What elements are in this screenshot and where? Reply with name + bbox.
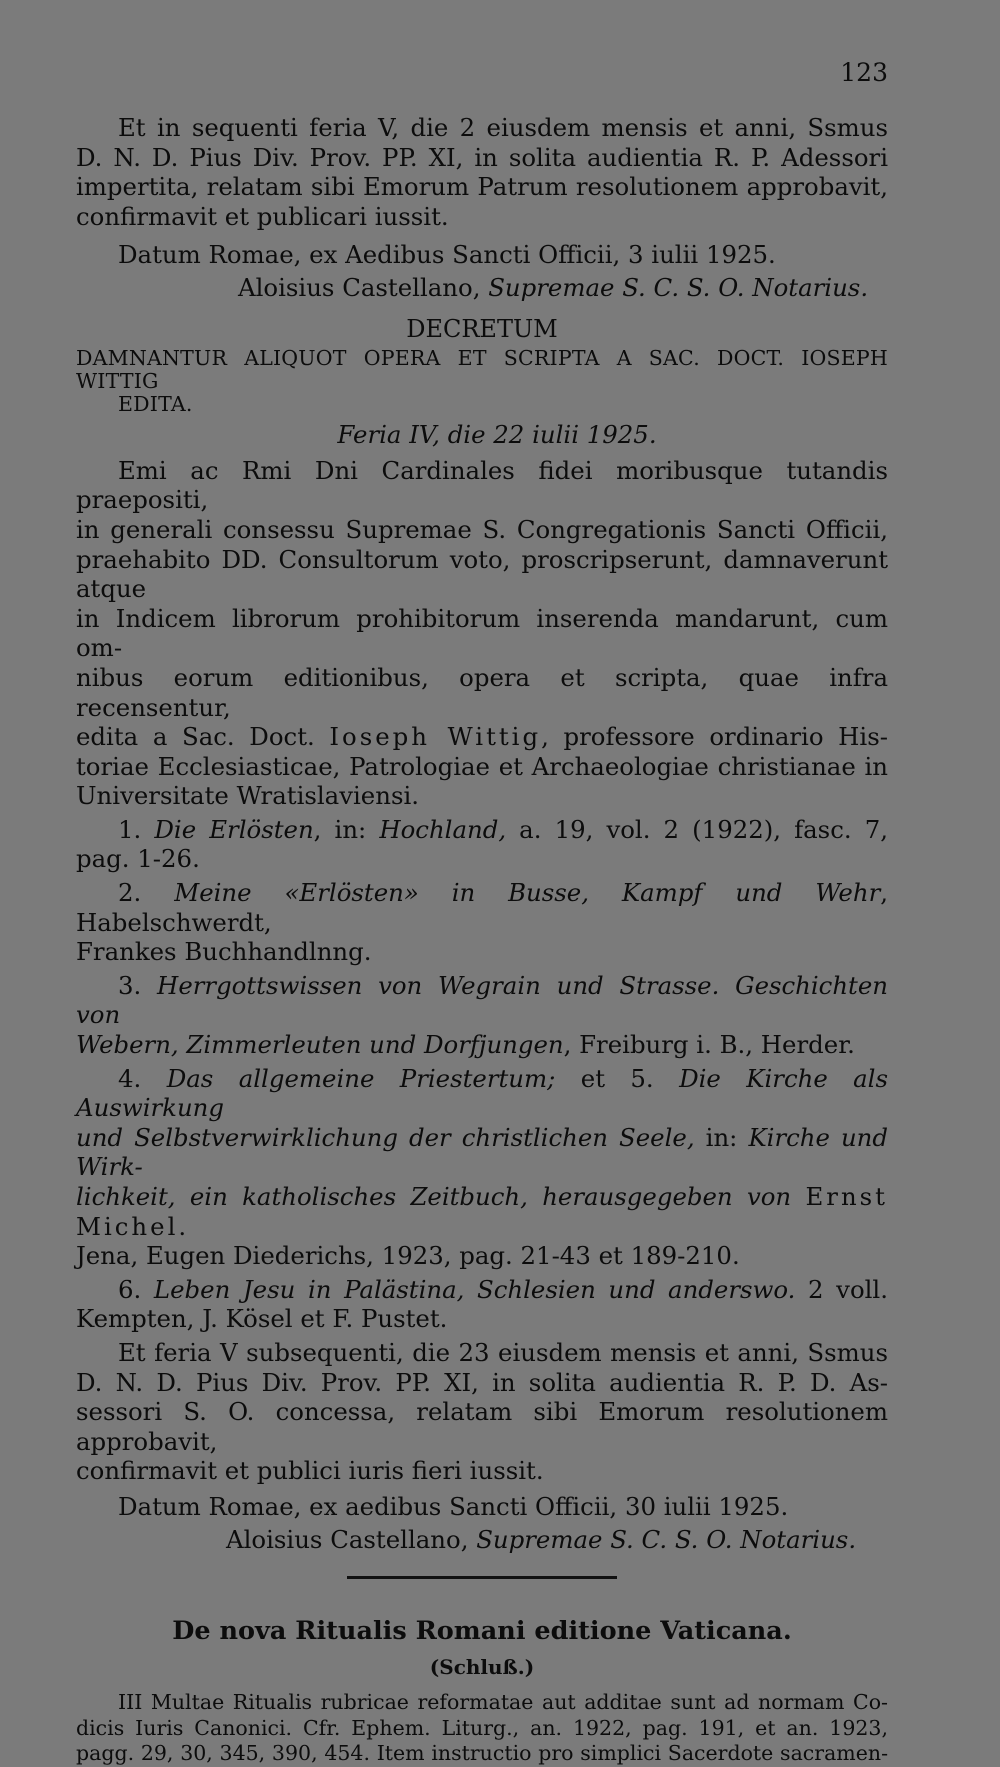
signature-title: Supremae S. C. S. O. Notarius. — [488, 272, 869, 302]
text-line: DAMNANTUR ALIQUOT OPERA ET SCRIPTA A SAC. DOCT. IOSEPH WITTIG — [76, 346, 888, 394]
author-name: Ioseph Wittig — [329, 722, 542, 752]
text-line: 3. Herrgottswissen von Wegrain und Strasse. Geschichten von — [76, 970, 888, 1030]
text-line: praehabito DD. Consultorum voto, proscripserunt, damnaverunt atque — [76, 544, 888, 604]
text-line: III Multae Ritualis rubricae reformatae aut additae sunt ad normam Co- — [118, 1690, 888, 1715]
author-name: Ernst Michel. — [76, 1182, 888, 1241]
text-line: lichkeit, ein katholisches Zeitbuch, herausgegeben von Ernst Michel. — [76, 1182, 888, 1241]
text-line: sessori S. O. concessa, relatam sibi Emorum resolutionem approbavit, — [76, 1397, 888, 1456]
text-line: Frankes Buchhandlnng. — [76, 937, 372, 967]
page-body — [76, 113, 888, 1767]
list-item — [76, 971, 888, 1060]
text-line: in Indicem librorum prohibitorum inserenda mandarunt, cum om- — [76, 603, 888, 663]
text-line: 6. Leben Jesu in Palästina, Schlesien und anderswo. 2 voll. — [118, 1274, 888, 1304]
list-item — [76, 878, 888, 967]
signature — [76, 1525, 888, 1555]
text-line: Emi ac Rmi Dni Cardinales fidei moribusque tutandis praepositi, — [76, 455, 888, 515]
signature-name: Aloisius Castellano, — [226, 1524, 469, 1554]
text-line: impertita, relatam sibi Emorum Patrum resolutionem approbavit, — [76, 172, 888, 202]
text-line: dicis Iuris Canonici. Cfr. Ephem. Liturg., an. 1922, pag. 191, et an. 1923, — [76, 1715, 888, 1740]
text-line: confirmavit et publici iuris fieri iussit. — [76, 1456, 544, 1486]
text-line: nibus eorum editionibus, opera et scripta, quae infra recensentur, — [76, 662, 888, 722]
text-line: pagg. 29, 30, 345, 390, 454. Item instructio pro simplici Sacerdote sacramen- — [76, 1741, 888, 1766]
text-line: Et feria V subsequenti, die 23 eiusdem mensis et anni, Ssmus — [118, 1337, 888, 1367]
text-line: EDITA. — [118, 392, 193, 417]
decree-subheading — [76, 347, 888, 416]
paragraph-2 — [76, 456, 888, 811]
section-subheading: (Schluß.) — [429, 1654, 535, 1679]
signature — [76, 273, 888, 303]
feria-date: Feria IV, die 22 iulii 1925. — [337, 420, 657, 450]
text-line: D. N. D. Pius Div. Prov. PP. XI, in solita audientia R. P. Adessori — [76, 142, 888, 172]
text-line: toriae Ecclesiasticae, Patrologiae et Archaeologiae christianae in — [76, 751, 888, 781]
signature-name: Aloisius Castellano, — [238, 272, 481, 302]
text-line: confirmavit et publicari iussit. — [76, 201, 449, 231]
text-line: 4. Das allgemeine Priestertum; et 5. Die Kirche als Auswirkung — [76, 1063, 889, 1123]
datum-line: Datum Romae, ex Aedibus Sancti Officii, 3 iulii 1925. — [118, 240, 776, 270]
list-item — [76, 1275, 888, 1334]
paragraph-3 — [76, 1338, 888, 1486]
paragraph-4 — [76, 1690, 888, 1767]
text-line: und Selbstverwirklichung der christlichen Seele, in: Kirche und Wirk- — [76, 1122, 888, 1182]
text-line: 2. Meine «Erlösten» in Busse, Kampf und Wehr, Habelschwerdt, — [76, 878, 888, 937]
text-line: Jena, Eugen Diederichs, 1923, pag. 21-43 et 189-210. — [76, 1241, 740, 1271]
text-line: pag. 1-26. — [76, 844, 200, 874]
text-line: edita a Sac. Doct. Ioseph Wittig, professore ordinario His- — [76, 722, 888, 752]
list-item — [76, 815, 888, 874]
text-line: Universitate Wratislaviensi. — [76, 781, 420, 811]
section-divider — [347, 1576, 617, 1579]
decretum-heading: DECRETUM — [406, 314, 558, 343]
paragraph-1 — [76, 113, 888, 231]
text-line: in generali consessu Supremae S. Congregationis Sancti Officii, — [76, 514, 888, 544]
list-item — [76, 1064, 888, 1271]
signature-title: Supremae S. C. S. O. Notarius. — [476, 1524, 857, 1554]
text-line: D. N. D. Pius Div. Prov. PP. XI, in solita audientia R. P. D. As- — [76, 1367, 888, 1397]
text-line: Et in sequenti feria V, die 2 eiusdem mensis et anni, Ssmus — [118, 113, 888, 142]
datum-line: Datum Romae, ex aedibus Sancti Officii, 30 iulii 1925. — [118, 1491, 789, 1521]
section-heading: De nova Ritualis Romani editione Vaticana. — [172, 1616, 792, 1647]
page-number: 123 — [840, 58, 888, 87]
text-line: Kempten, J. Kösel et F. Pustet. — [76, 1304, 448, 1334]
text-line: Webern, Zimmerleuten und Dorfjungen, Freiburg i. B., Herder. — [76, 1030, 855, 1060]
text-line: 1. Die Erlösten, in: Hochland, a. 19, vol. 2 (1922), fasc. 7, — [118, 814, 888, 844]
